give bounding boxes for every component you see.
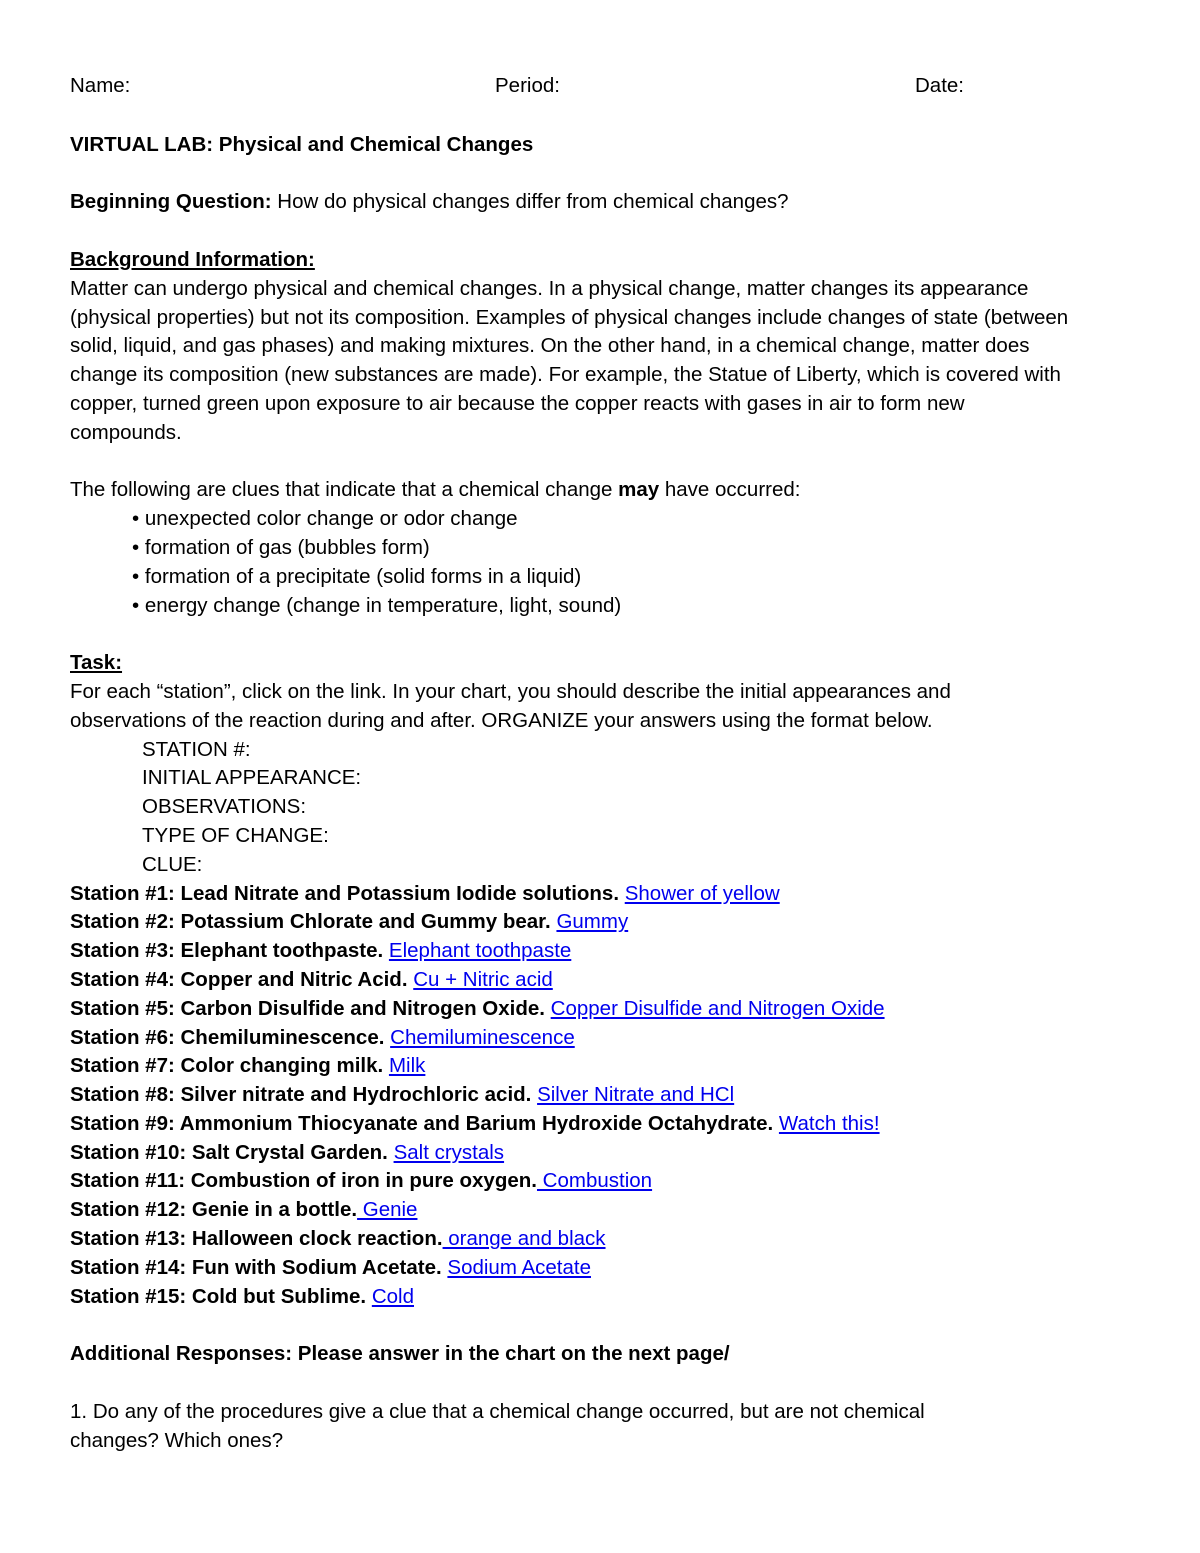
format-item: INITIAL APPEARANCE: — [142, 766, 362, 790]
date-label: Date: — [915, 74, 964, 97]
station-row — [70, 880, 1130, 909]
background-line: copper, turned green upon exposure to air because the copper reacts with gases in air to form new — [70, 391, 965, 415]
background-line: Matter can undergo physical and chemical changes. In a physical change, matter changes its appearance — [70, 276, 1029, 300]
station-link[interactable]: Combustion — [536, 1169, 653, 1193]
station-row — [70, 1283, 1130, 1312]
station-row — [70, 1110, 1130, 1139]
format-item: STATION #: — [142, 737, 251, 761]
question-1 — [70, 1398, 1130, 1456]
station-row — [70, 937, 1130, 966]
station-row — [70, 1052, 1130, 1081]
station-row — [70, 1225, 1130, 1254]
page-title: VIRTUAL LAB: Physical and Chemical Changes — [70, 132, 534, 156]
station-link[interactable]: Watch this! — [778, 1111, 880, 1135]
format-item: TYPE OF CHANGE: — [142, 823, 329, 847]
clues-list — [70, 505, 1130, 620]
station-link[interactable]: orange and black — [442, 1227, 606, 1251]
station-link[interactable]: Cold — [371, 1284, 414, 1308]
format-item: OBSERVATIONS: — [142, 795, 307, 819]
station-row — [70, 1081, 1130, 1110]
station-link[interactable]: Cu + Nitric acid — [413, 967, 553, 991]
task-line: For each “station”, click on the link. In your chart, you should describe the initial appearances and — [70, 679, 951, 703]
beginning-question-text: How do physical changes differ from chemical changes? — [277, 190, 789, 214]
station-label: Station #9: Ammonium Thiocyanate and Barium Hydroxide Octahydrate. — [70, 1111, 779, 1135]
station-label: Station #8: Silver nitrate and Hydrochloric acid. — [70, 1083, 532, 1107]
station-link[interactable]: Salt crystals — [393, 1140, 505, 1164]
station-link[interactable]: Shower of yellow — [624, 881, 780, 905]
format-item: CLUE: — [142, 852, 203, 876]
additional-responses-heading: Additional Responses: Please answer in the chart on the next page/ — [70, 1342, 730, 1366]
station-label: Station #15: Cold but Sublime. — [70, 1284, 372, 1308]
station-link[interactable]: Copper Disulfide and Nitrogen Oxide — [550, 996, 885, 1020]
question-text-line: changes? Which ones? — [70, 1428, 284, 1452]
question-number: 1. — [70, 1399, 88, 1423]
background-line: (physical properties) but not its composition. Examples of physical changes include changes of state (between — [70, 305, 1069, 329]
beginning-question-label: Beginning Question: — [70, 190, 272, 214]
station-label: Station #1: Lead Nitrate and Potassium Iodide solutions. — [70, 881, 620, 905]
station-link[interactable]: Chemiluminescence — [390, 1025, 575, 1049]
list-item: • formation of gas (bubbles form) — [132, 535, 430, 559]
answer-format — [70, 736, 1130, 880]
beginning-question — [70, 188, 1130, 217]
station-label: Station #7: Color changing milk. — [70, 1054, 384, 1078]
station-row — [70, 1254, 1130, 1283]
background-line: compounds. — [70, 420, 182, 444]
station-row — [70, 995, 1130, 1024]
station-link[interactable]: Gummy — [556, 910, 629, 934]
task-line: observations of the reaction during and after. ORGANIZE your answers using the format below. — [70, 708, 933, 732]
question-text-line: Do any of the procedures give a clue that a chemical change occurred, but are not chemical — [92, 1399, 925, 1423]
background-heading: Background Information: — [70, 247, 315, 271]
worksheet-page — [70, 72, 1130, 1455]
clues-intro-after: have occurred: — [664, 478, 801, 502]
station-link[interactable]: Sodium Acetate — [447, 1255, 591, 1279]
station-row — [70, 966, 1130, 995]
list-item: • energy change (change in temperature, light, sound) — [132, 593, 622, 617]
station-link[interactable]: Elephant toothpaste — [388, 939, 572, 963]
station-row — [70, 1167, 1130, 1196]
station-label: Station #13: Halloween clock reaction. — [70, 1227, 443, 1251]
task-heading: Task: — [70, 651, 123, 675]
station-label: Station #14: Fun with Sodium Acetate. — [70, 1255, 442, 1279]
station-row — [70, 908, 1130, 937]
background-paragraph — [70, 275, 1130, 448]
station-link[interactable]: Genie — [357, 1198, 418, 1222]
clues-intro-emphasis: may — [618, 478, 660, 502]
station-list — [70, 880, 1130, 1312]
name-label: Name: — [70, 74, 131, 97]
background-line: change its composition (new substances are made). For example, the Statue of Liberty, which is covered with — [70, 363, 1061, 387]
header-row — [70, 72, 1130, 102]
period-label: Period: — [495, 74, 560, 97]
station-label: Station #3: Elephant toothpaste. — [70, 939, 384, 963]
station-label: Station #11: Combustion of iron in pure oxygen. — [70, 1169, 537, 1193]
list-item: • formation of a precipitate (solid forms in a liquid) — [132, 564, 582, 588]
clues-intro — [70, 476, 1130, 505]
list-item: • unexpected color change or odor change — [132, 507, 518, 531]
station-label: Station #10: Salt Crystal Garden. — [70, 1140, 388, 1164]
clues-intro-before: The following are clues that indicate that a chemical change — [70, 478, 613, 502]
station-row — [70, 1139, 1130, 1168]
station-label: Station #4: Copper and Nitric Acid. — [70, 967, 408, 991]
station-link[interactable]: Milk — [388, 1054, 426, 1078]
station-label: Station #12: Genie in a bottle. — [70, 1198, 358, 1222]
station-label: Station #2: Potassium Chlorate and Gummy bear. — [70, 910, 551, 934]
station-row — [70, 1196, 1130, 1225]
station-link[interactable]: Silver Nitrate and HCl — [537, 1083, 735, 1107]
station-label: Station #6: Chemiluminescence. — [70, 1025, 385, 1049]
background-line: solid, liquid, and gas phases) and making mixtures. On the other hand, in a chemical change, matter does — [70, 334, 1030, 358]
station-label: Station #5: Carbon Disulfide and Nitrogen Oxide. — [70, 996, 545, 1020]
station-row — [70, 1024, 1130, 1053]
